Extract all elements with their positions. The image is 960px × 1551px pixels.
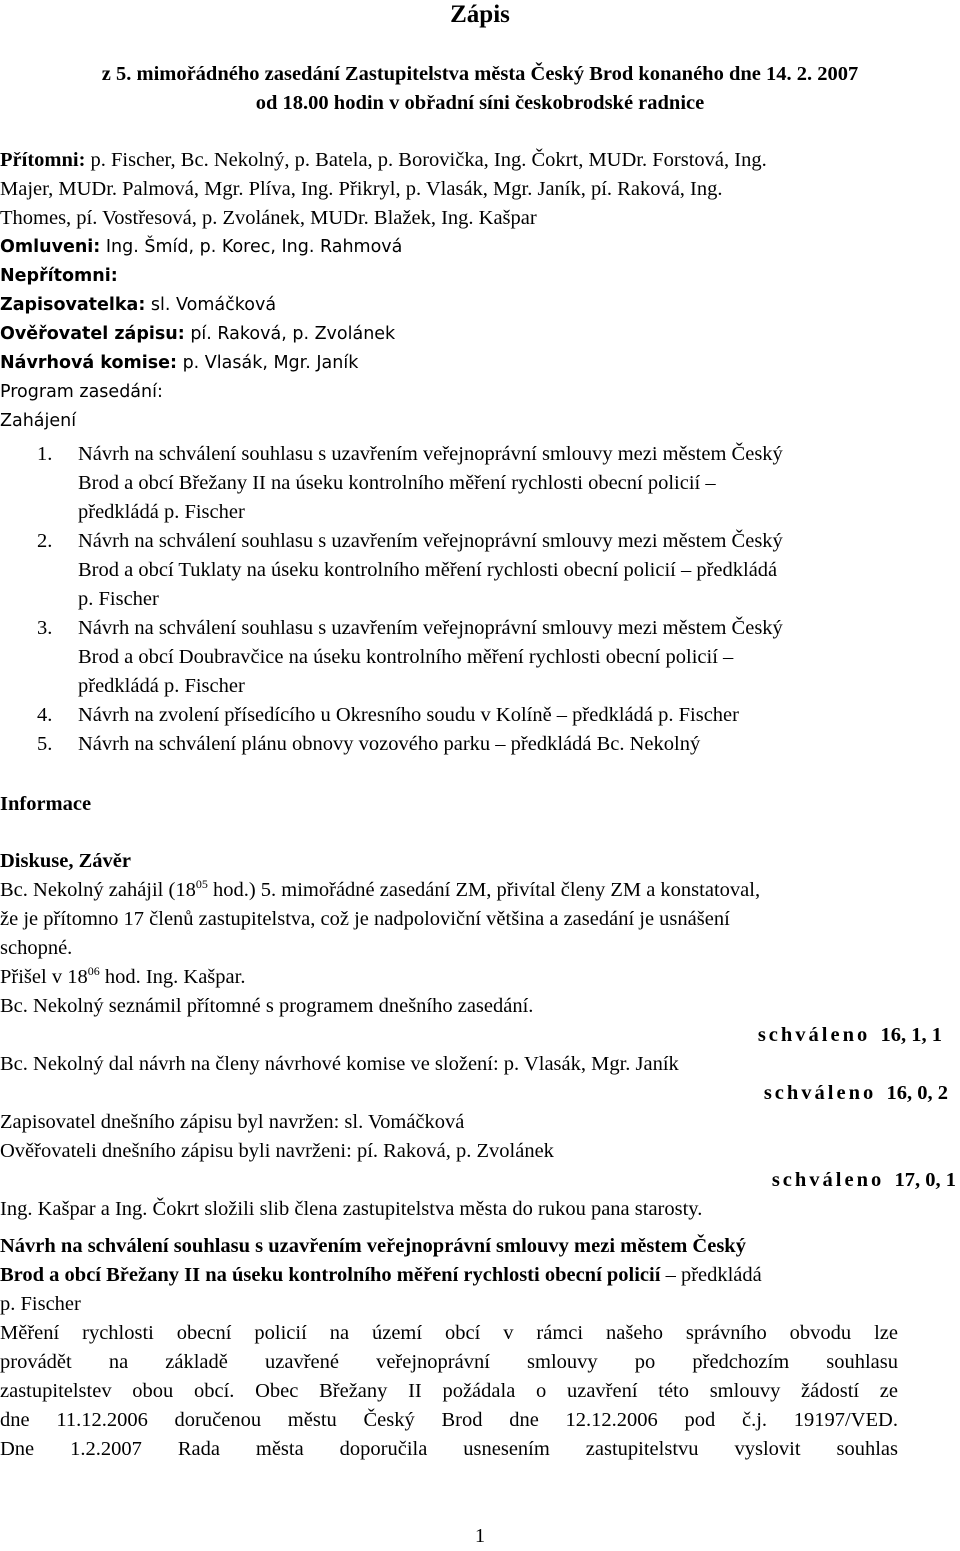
program-item-line: Návrh na schválení plánu obnovy vozového parku – předkládá Bc. Nekolný [78,733,701,755]
program-item-line: Návrh na schválení souhlasu s uzavřením veřejnoprávní smlouvy mezi městem Český [78,617,783,639]
vote-counts: 17, 0, 1 [894,1169,956,1191]
absent-label: Nepřítomni: [0,266,118,286]
program-item-line: p. Fischer [78,588,159,610]
recorder-value: sl. Vomáčková [145,295,277,315]
committee-line [0,349,960,378]
arrival-line: Přišel v $18^{06}$ hod. Ing. Kašpar. [0,964,246,988]
vote-word: schváleno [757,1024,871,1046]
excused-label: Omluveni: [0,237,101,257]
vote-word: schváleno [771,1169,885,1191]
page-number: 1 [474,1525,486,1547]
committee-proposal-line: Bc. Nekolný dal návrh na členy návrhové komise ve složení: p. Vlasák, Mgr. Janík [0,1053,679,1075]
section-1-heading-line-3: p. Fischer [0,1293,81,1315]
program-item [0,440,960,527]
program-item-line: Brod a obcí Tuklaty na úseku kontrolního měření rychlosti obecní policií – předkládá [78,559,778,581]
program-item-number: 4. [37,704,53,726]
opening-line-2: že je přítomno 17 členů zastupitelstva, což je nadpoloviční většina a zasedání je usnášení [0,908,730,930]
program-item [0,730,960,759]
program-item-line: Návrh na zvolení přísedícího u Okresního soudu v Kolíně – předkládá p. Fischer [78,704,739,726]
program-item-line: Brod a obcí Doubravčice na úseku kontrolního měření rychlosti obecní policií – [78,646,734,668]
oath-line: Ing. Kašpar a Ing. Čokrt složili slib člena zastupitelstva města do rukou pana starosty. [0,1198,703,1220]
opening-line-1: Bc. Nekolný zahájil ($18^{05}$ hod.) 5. mimořádné zasedání ZM, přivítal členy ZM a konstatoval, [0,877,761,901]
program-item-number: 1. [37,443,53,465]
program-item-line: Brod a obcí Břežany II na úseku kontrolního měření rychlosti obecní policií – [78,472,716,494]
vote-result-3 [0,1166,960,1195]
section-1-body [0,1319,898,1464]
opening-line-3: schopné. [0,937,73,959]
diskuse-heading: Diskuse, Závěr [0,850,131,872]
section-1 [0,1232,960,1464]
present-line-1 [0,146,960,175]
vote-result-1 [0,1021,960,1050]
verifier-value: pí. Raková, p. Zvolánek [184,324,396,344]
section-1-heading-line-1: Návrh na schválení souhlasu s uzavřením veřejnoprávní smlouvy mezi městem Český [0,1235,746,1257]
section-1-heading-line-2: Brod a obcí Břežany II na úseku kontrolního měření rychlosti obecní policií – předkládá [0,1264,762,1286]
committee-label: Návrhová komise: [0,353,177,373]
program-list [0,440,960,759]
present-line-3: Thomes, pí. Vostřesová, p. Zvolánek, MUDr. Blažek, Ing. Kašpar [0,207,537,229]
vote-word: schváleno [763,1082,877,1104]
minutes-section [0,876,960,1224]
verifier-line [0,320,960,349]
vote-result-2 [0,1079,960,1108]
informace-heading: Informace [0,793,92,815]
body-line: Dne 1.2.2007 Rada města doporučila usnesením zastupitelstvu vyslovit souhlas [0,1438,898,1460]
body-line: Měření rychlosti obecní policií na území obcí v rámci našeho správního obvodu lze [0,1322,898,1344]
committee-value: p. Vlasák, Mgr. Janík [177,353,359,373]
program-opening: Zahájení [0,411,77,431]
document-subtitle [0,60,960,118]
recorder-line [0,291,960,320]
body-line: zastupitelstev obou obcí. Obec Břežany II požádala o uzavření této smlouvy žádostí ze [0,1380,898,1402]
program-item-line: Návrh na schválení souhlasu s uzavřením veřejnoprávní smlouvy mezi městem Český [78,443,783,465]
document-title: Zápis [450,1,510,28]
verifier-label: Ověřovatel zápisu: [0,324,185,344]
excused-value: Ing. Šmíd, p. Korec, Ing. Rahmová [100,237,403,257]
program-item-number: 5. [37,733,53,755]
present-line-2: Majer, MUDr. Palmová, Mgr. Plíva, Ing. Přikryl, p. Vlasák, Mgr. Janík, pí. Raková, Ing. [0,178,723,200]
excused-line [0,233,960,262]
body-line: provádět na základě uzavřené veřejnoprávní smlouvy po předchozím souhlasu [0,1351,898,1373]
verifier-proposal-line: Ověřovateli dnešního zápisu byli navrženi: pí. Raková, p. Zvolánek [0,1140,554,1162]
program-item-number: 2. [37,530,53,552]
program-announce-line: Bc. Nekolný seznámil přítomné s programem dnešního zasedání. [0,995,534,1017]
program-item [0,527,960,614]
program-item [0,701,960,730]
program-item-line: předkládá p. Fischer [78,501,245,523]
program-item-line: předkládá p. Fischer [78,675,245,697]
subtitle-line-2: od 18.00 hodin v obřadní síni českobrodské radnice [255,92,705,114]
recorder-label: Zapisovatelka: [0,295,146,315]
program-item-line: Návrh na schválení souhlasu s uzavřením veřejnoprávní smlouvy mezi městem Český [78,530,783,552]
present-label: Přítomni: [0,149,86,171]
vote-counts: 16, 0, 2 [886,1082,948,1104]
subtitle-line-1: z 5. mimořádného zasedání Zastupitelstva města Český Brod konaného dne 14. 2. 2007 [101,63,859,85]
vote-counts: 16, 1, 1 [880,1024,942,1046]
program-item [0,614,960,701]
present-names-1: p. Fischer, Bc. Nekolný, p. Batela, p. Borovička, Ing. Čokrt, MUDr. Forstová, Ing. [85,149,767,171]
attendance-section [0,146,960,436]
recorder-proposal-line: Zapisovatel dnešního zápisu byl navržen: sl. Vomáčková [0,1111,465,1133]
program-item-number: 3. [37,617,53,639]
program-label: Program zasedání: [0,382,163,402]
body-line: dne 11.12.2006 doručenou městu Český Brod dne 12.12.2006 pod č.j. 19197/VED. [0,1409,898,1431]
